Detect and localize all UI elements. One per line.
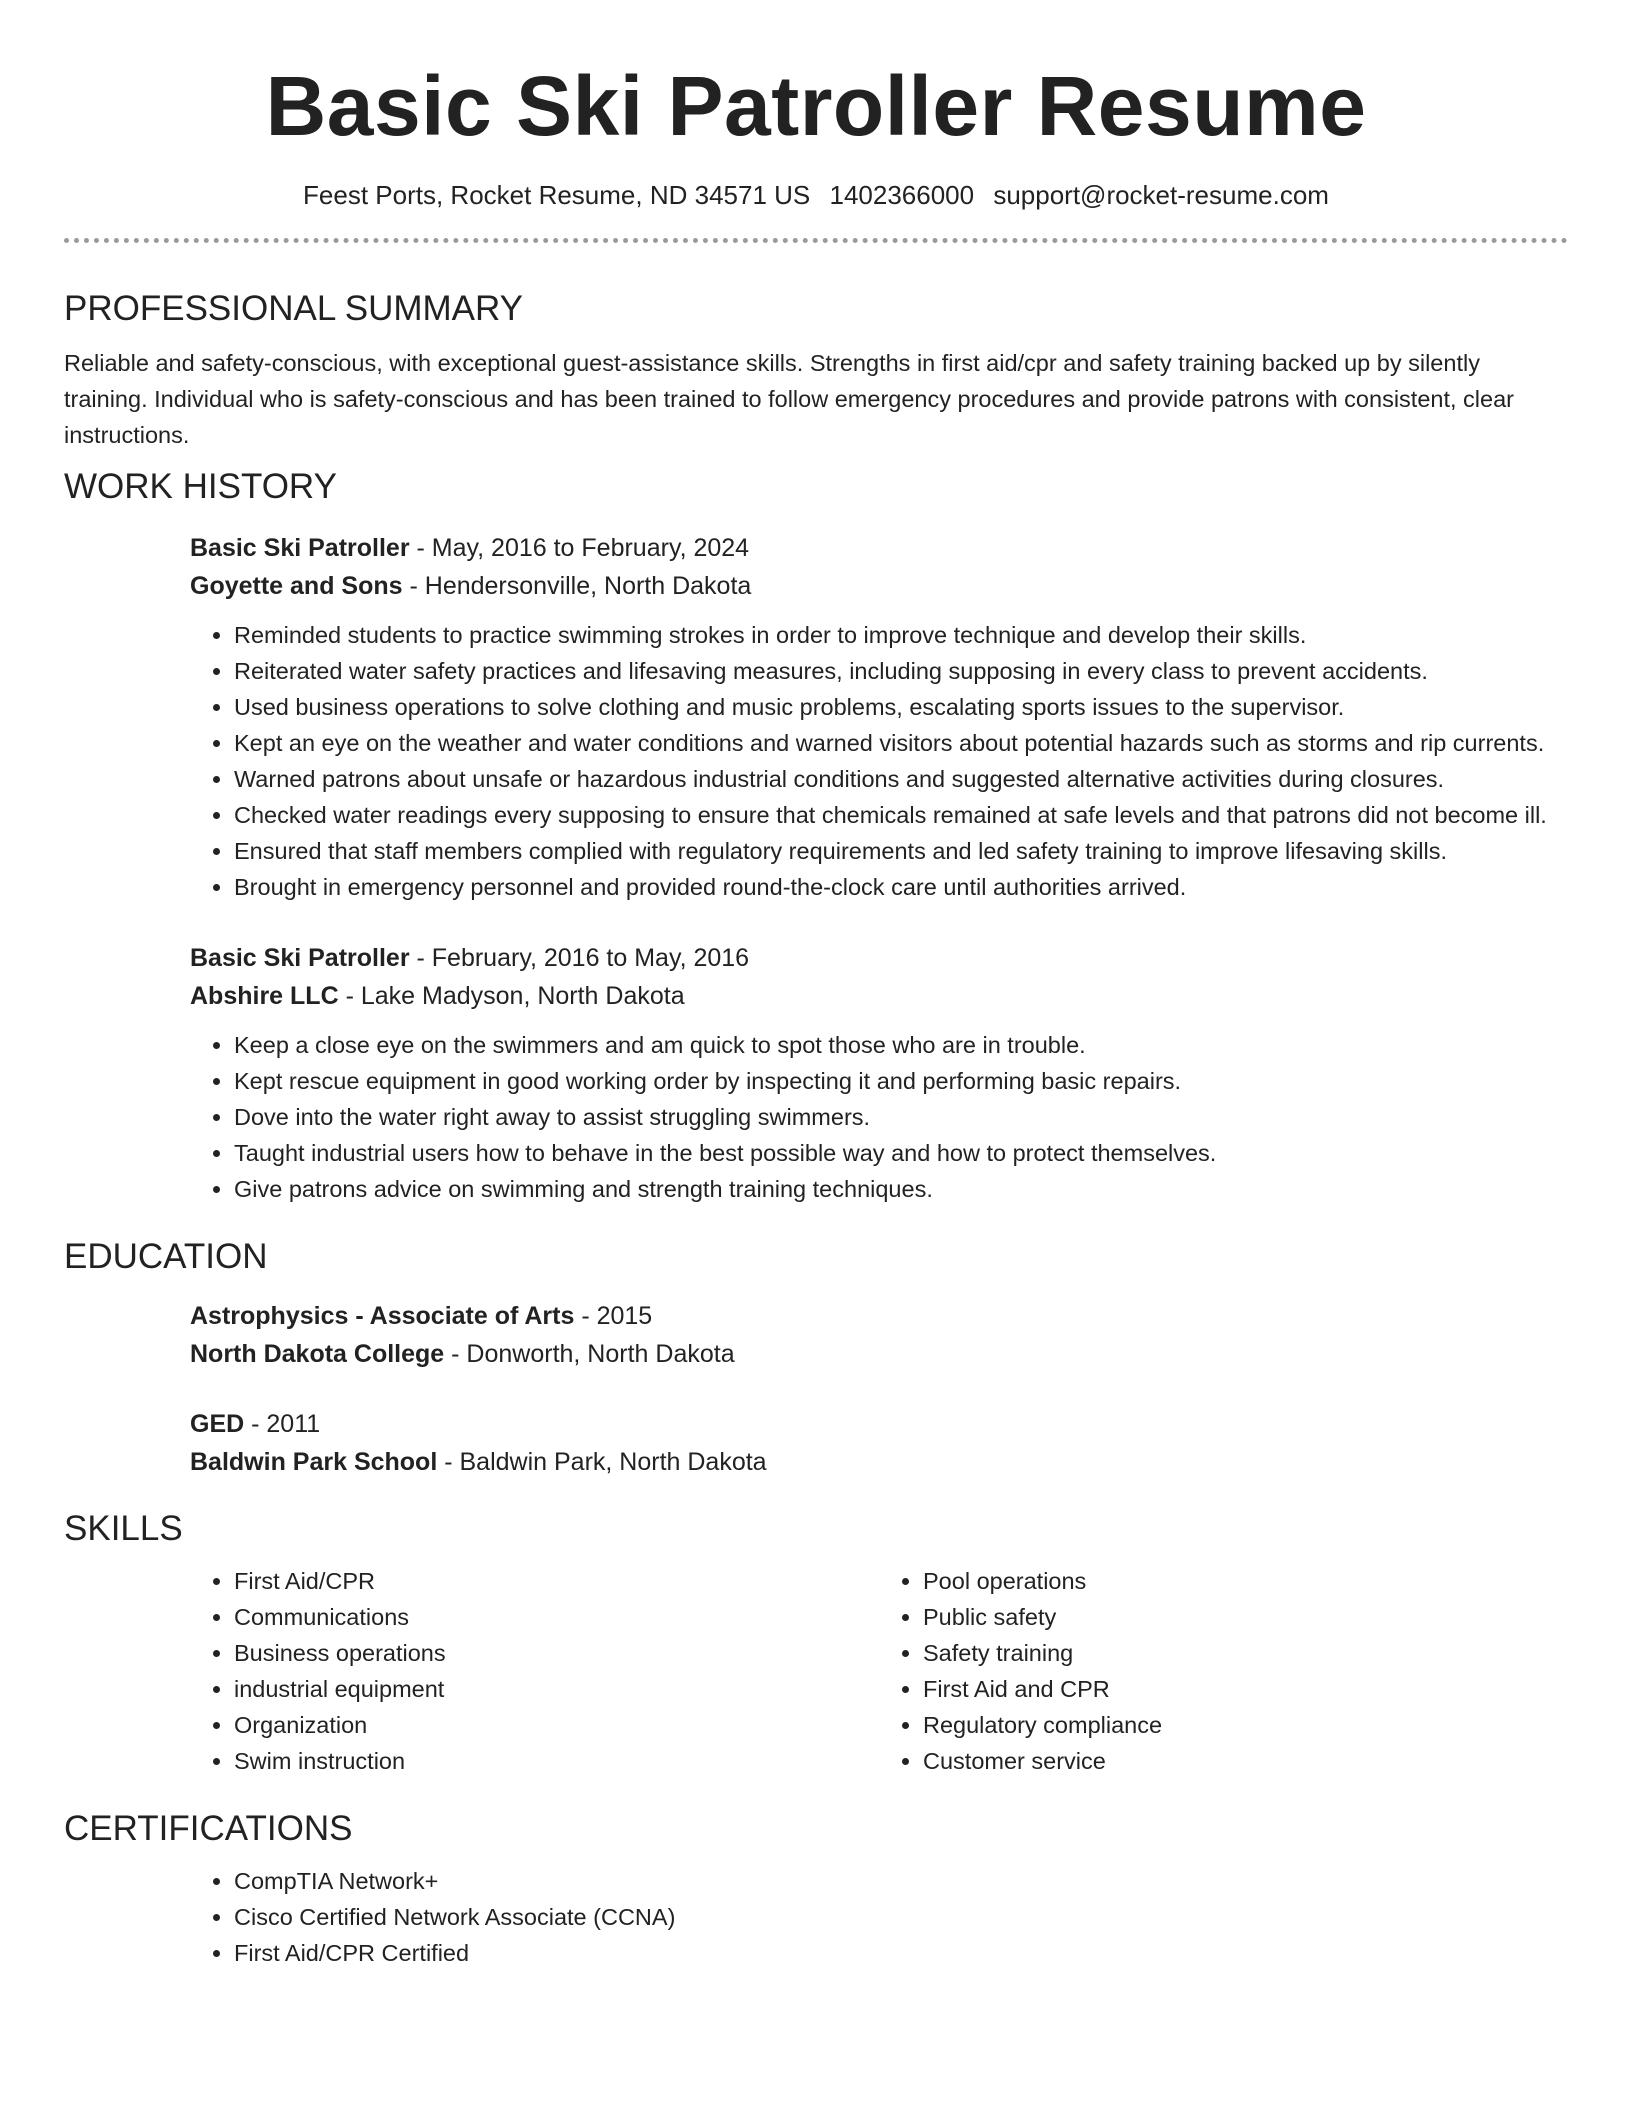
list-item: • Dove into the water right away to assist struggling swimmers. [234,1099,1568,1135]
list-item: • Reiterated water safety practices and lifesaving measures, including supposing in every class to prevent accidents. [234,653,1568,689]
education-school-line [190,1443,1568,1481]
contact-address: Feest Ports, Rocket Resume, ND 34571 US [303,180,811,210]
job-role: Basic Ski Patroller [190,944,410,972]
job-list [190,529,1568,1207]
work-section [64,465,1568,1207]
resume-page [64,0,1568,1971]
list-item: • Swim instruction [234,1743,879,1779]
job-company: Goyette and Sons [190,572,403,600]
list-item: • Kept rescue equipment in good working order by inspecting it and performing basic repairs. [234,1063,1568,1099]
list-item: • Keep a close eye on the swimmers and am quick to spot those who are in trouble. [234,1027,1568,1063]
education-heading: EDUCATION [64,1237,268,1276]
education-school: North Dakota College [190,1340,445,1368]
education-year: - 2011 [244,1410,321,1438]
education-degree: GED [190,1410,245,1438]
education-degree-line [190,1405,1568,1443]
summary-text: Reliable and safety-conscious, with exceptional guest-assistance skills. Strengths in first aid/cpr and safety training backed up by silently training. Individual who is safety-conscious and has been trained to follow emergency procedures and provide patrons with consistent, clear instructions. [64,350,1514,448]
job-role-line [190,529,1568,567]
education-section [64,1235,1568,1481]
education-degree-line [190,1297,1568,1335]
skills-columns [190,1563,1568,1779]
list-item: • Pool operations [923,1563,1568,1599]
list-item: • Public safety [923,1599,1568,1635]
resume-title: Basic Ski Patroller Resume [265,59,1367,153]
contact-email: support@rocket-resume.com [993,180,1329,210]
job-bullets [190,617,1568,905]
skills-left-list [190,1563,879,1779]
list-item: • Customer service [923,1743,1568,1779]
education-degree: Astrophysics - Associate of Arts [190,1302,575,1330]
education-entry [190,1297,1568,1373]
contact-phone: 1402366000 [829,180,975,210]
job-location: - Hendersonville, North Dakota [402,572,752,600]
job-bullets [190,1027,1568,1207]
education-entry [190,1405,1568,1481]
education-school: Baldwin Park School [190,1448,438,1476]
skills-section [64,1507,1568,1779]
certifications-heading: CERTIFICATIONS [64,1809,353,1848]
list-item: • Communications [234,1599,879,1635]
list-item: • Regulatory compliance [923,1707,1568,1743]
list-item: • Safety training [923,1635,1568,1671]
job-dates: - February, 2016 to May, 2016 [409,944,750,972]
job-company: Abshire LLC [190,982,339,1010]
list-item: • Ensured that staff members complied with regulatory requirements and led safety training to improve lifesaving skills. [234,833,1568,869]
job-dates: - May, 2016 to February, 2024 [409,534,750,562]
job-entry [190,529,1568,905]
list-item: • Checked water readings every supposing to ensure that chemicals remained at safe levels and that patrons did not become ill. [234,797,1568,833]
education-list [190,1297,1568,1481]
certifications-list [190,1863,1568,1971]
list-item: • First Aid/CPR Certified [234,1935,1568,1971]
header-divider [64,238,1568,243]
certifications-list-wrap [190,1863,1568,1971]
summary-section [64,287,1568,453]
list-item: • First Aid and CPR [923,1671,1568,1707]
skills-heading: SKILLS [64,1509,183,1548]
summary-heading: PROFESSIONAL SUMMARY [64,289,523,328]
list-item: • First Aid/CPR [234,1563,879,1599]
skills-right-list [879,1563,1568,1779]
certifications-section [64,1807,1568,1971]
job-role: Basic Ski Patroller [190,534,410,562]
education-location: - Baldwin Park, North Dakota [437,1448,767,1476]
education-year: - 2015 [574,1302,653,1330]
list-item: • Used business operations to solve clothing and music problems, escalating sports issues to the supervisor. [234,689,1568,725]
list-item: • Taught industrial users how to behave in the best possible way and how to protect themselves. [234,1135,1568,1171]
job-location: - Lake Madyson, North Dakota [338,982,685,1010]
list-item: • Brought in emergency personnel and provided round-the-clock care until authorities arrived. [234,869,1568,905]
job-company-line [190,567,1568,605]
list-item: • Give patrons advice on swimming and strength training techniques. [234,1171,1568,1207]
list-item: • Business operations [234,1635,879,1671]
list-item: • Cisco Certified Network Associate (CCNA) [234,1899,1568,1935]
list-item: • Reminded students to practice swimming strokes in order to improve technique and develop their skills. [234,617,1568,653]
list-item: • Kept an eye on the weather and water conditions and warned visitors about potential hazards such as storms and rip currents. [234,725,1568,761]
job-entry [190,939,1568,1207]
education-location: - Donworth, North Dakota [444,1340,735,1368]
education-school-line [190,1335,1568,1373]
list-item: • Organization [234,1707,879,1743]
list-item: • CompTIA Network+ [234,1863,1568,1899]
work-heading: WORK HISTORY [64,467,337,506]
list-item: • Warned patrons about unsafe or hazardous industrial conditions and suggested alternative activities during closures. [234,761,1568,797]
list-item: • industrial equipment [234,1671,879,1707]
contact-line [64,178,1568,212]
job-role-line [190,939,1568,977]
job-company-line [190,977,1568,1015]
